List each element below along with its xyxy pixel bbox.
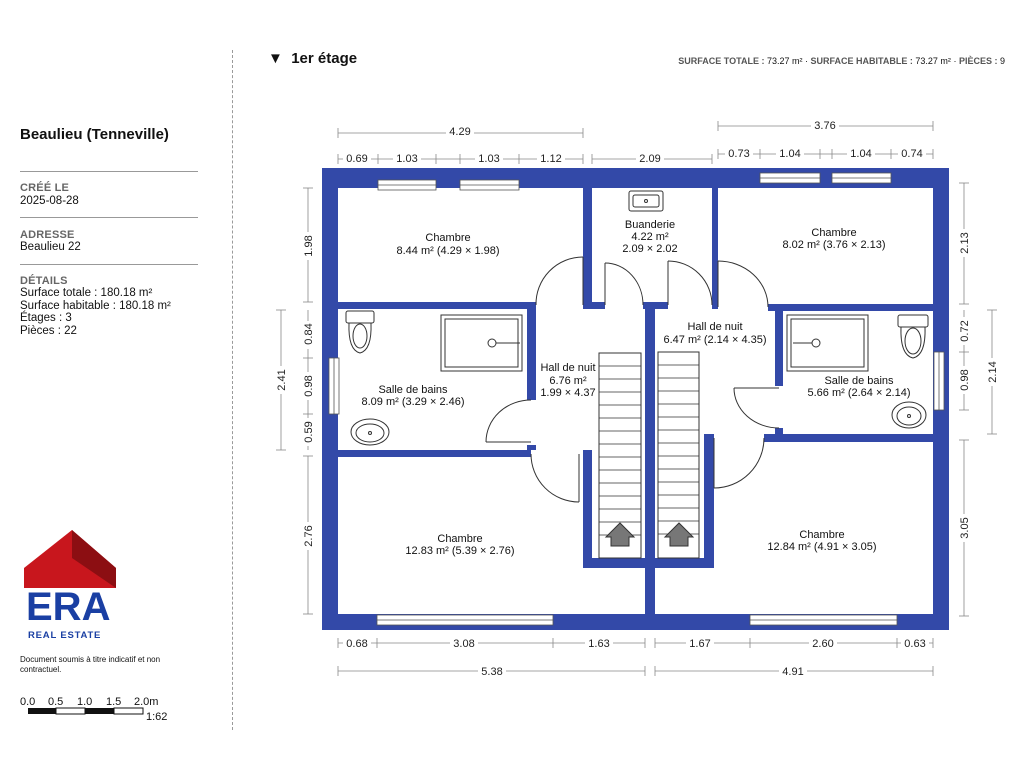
dim-label: 1.12 <box>540 153 562 165</box>
address-value: Beaulieu 22 <box>20 241 81 253</box>
dim-label: 5.38 <box>481 666 503 678</box>
dim-label: 0.59 <box>303 421 315 443</box>
dim-label: 3.08 <box>453 638 475 650</box>
rooms-count-value: 9 <box>999 56 1005 66</box>
detail-rooms: Pièces : 22 <box>20 325 77 337</box>
total-surface-label: SURFACE TOTALE : <box>678 56 765 66</box>
dim-label: 3.76 <box>814 120 836 132</box>
dim-label: 4.91 <box>782 666 804 678</box>
dim-label: 1.63 <box>588 638 610 650</box>
dim-label: 2.60 <box>812 638 834 650</box>
room-area: 6.47 m² (2.14 × 4.35) <box>663 334 767 346</box>
project-title: Beaulieu (Tenneville) <box>20 126 169 143</box>
room-name: Hall de nuit <box>540 362 596 374</box>
logo-subtext: REAL ESTATE <box>28 630 102 641</box>
dim-label: 0.73 <box>728 148 750 160</box>
address-label: ADRESSE <box>20 229 75 241</box>
dim-label: 4.29 <box>449 126 471 138</box>
scale-tick: 0.0 <box>20 696 36 708</box>
separator: · <box>953 56 957 66</box>
logo-text: ERA <box>26 585 111 629</box>
scale-tick: 2.0m <box>134 696 159 708</box>
dim-label: 0.63 <box>904 638 926 650</box>
habitable-surface-value: 73.27 m² <box>915 56 951 66</box>
room-dims: 2.09 × 2.02 <box>622 243 678 255</box>
room-area: 8.44 m² (4.29 × 1.98) <box>396 245 500 257</box>
room-area: 8.02 m² (3.76 × 2.13) <box>782 239 886 251</box>
dim-label: 3.05 <box>959 517 971 539</box>
dim-label: 0.84 <box>303 323 315 345</box>
dim-label: 1.04 <box>779 148 801 160</box>
dim-label: 0.98 <box>959 369 971 391</box>
room-name: Salle de bains <box>378 384 448 396</box>
room-name: Salle de bains <box>824 375 894 387</box>
scale-tick: 1.0 <box>77 696 93 708</box>
room-dims: 1.99 × 4.37 <box>540 387 596 399</box>
dim-label: 2.76 <box>303 525 315 547</box>
dim-label: 1.03 <box>478 153 500 165</box>
room-name: Chambre <box>425 232 471 244</box>
room-area: 12.83 m² (5.39 × 2.76) <box>405 545 515 557</box>
floor-title-text: 1er étage <box>291 50 358 67</box>
detail-habitable-surface: Surface habitable : 180.18 m² <box>20 300 171 312</box>
dim-label: 2.09 <box>639 153 661 165</box>
room-area: 4.22 m² <box>631 231 669 243</box>
dim-label: 1.04 <box>850 148 872 160</box>
dim-label: 0.69 <box>346 153 368 165</box>
dim-label: 0.68 <box>346 638 368 650</box>
collapse-triangle-icon[interactable]: ▼ <box>268 50 283 67</box>
scale-tick: 1.5 <box>106 696 122 708</box>
dim-label: 1.98 <box>303 235 315 257</box>
dim-label: 1.03 <box>396 153 418 165</box>
detail-floors: Étages : 3 <box>20 312 72 324</box>
disclaimer: Document soumis à titre indicatif et non contractuel. <box>20 655 161 674</box>
dim-label: 2.13 <box>959 232 971 254</box>
room-area: 6.76 m² <box>549 375 587 387</box>
created-value: 2025-08-28 <box>20 195 79 207</box>
room-name: Chambre <box>799 529 845 541</box>
room-area: 12.84 m² (4.91 × 3.05) <box>767 541 877 553</box>
dim-label: 1.67 <box>689 638 711 650</box>
scale-tick: 0.5 <box>48 696 64 708</box>
room-area: 8.09 m² (3.29 × 2.46) <box>361 396 465 408</box>
separator: · <box>805 56 809 66</box>
room-name: Chambre <box>437 533 483 545</box>
dim-label: 0.98 <box>303 375 315 397</box>
dim-label: 2.14 <box>987 361 999 383</box>
dim-label: 2.41 <box>276 369 288 391</box>
dim-label: 0.72 <box>959 320 971 342</box>
dim-label: 0.74 <box>901 148 923 160</box>
room-name: Hall de nuit <box>687 321 743 333</box>
detail-total-surface: Surface totale : 180.18 m² <box>20 287 153 299</box>
room-name: Chambre <box>811 227 857 239</box>
details-label: DÉTAILS <box>20 275 68 287</box>
created-label: CRÉÉ LE <box>20 182 70 194</box>
total-surface-value: 73.27 m² <box>766 56 803 66</box>
scale-ratio: 1:62 <box>146 711 168 723</box>
habitable-surface-label: SURFACE HABITABLE : <box>810 56 913 66</box>
room-area: 5.66 m² (2.64 × 2.14) <box>807 387 911 399</box>
rooms-count-label: PIÈCES : <box>958 56 998 66</box>
room-name: Buanderie <box>624 219 676 231</box>
